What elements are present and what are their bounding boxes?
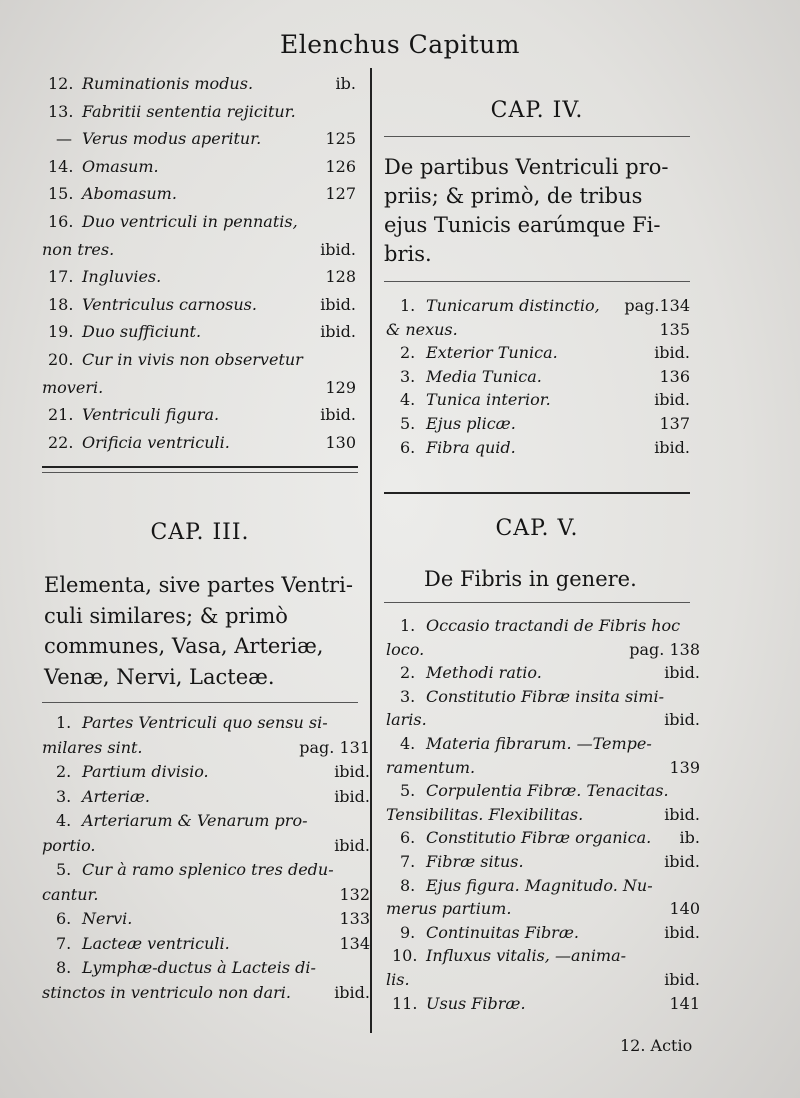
item-text: Partium divisio.	[82, 762, 209, 781]
item-text: Fibra quid.	[426, 437, 516, 457]
item-number: 10.	[392, 946, 418, 966]
item-text: Ventriculus carnosus.	[82, 294, 257, 314]
item-text: Constitutio Fibræ organica.	[426, 828, 652, 848]
item-number: 4.	[400, 734, 416, 753]
item-text: Exterior Tunica.	[426, 343, 558, 363]
item-number: 1.	[400, 296, 416, 315]
cap4-title-rule	[384, 281, 690, 282]
item-number: 3.	[56, 786, 72, 806]
item-page: 136	[659, 366, 690, 386]
item-page: 135	[659, 319, 690, 339]
item-number: 9.	[400, 922, 416, 942]
item-page: 137	[659, 414, 690, 433]
item-page: ibid.	[664, 852, 700, 871]
item-number: 12.	[48, 74, 74, 93]
title-line: communes, Vasa, Arteriæ,	[44, 634, 324, 658]
item-page: ibid.	[654, 390, 690, 410]
item-page: ib.	[335, 74, 356, 93]
item-text: Ingluvies.	[82, 267, 162, 287]
item-text: Constitutio Fibræ insita simi-	[426, 686, 664, 706]
cap3-title-rule	[42, 702, 358, 703]
item-number: 3.	[400, 366, 416, 386]
column-divider	[370, 68, 372, 1033]
item-number: 5.	[400, 414, 416, 433]
title-line: bris.	[384, 242, 432, 266]
item-page: ibid.	[664, 922, 700, 942]
catchword: 12. Actio	[620, 1036, 693, 1055]
item-number: 8.	[400, 875, 416, 895]
item-number: 17.	[48, 267, 74, 287]
item-text: Tensibilitas. Flexibilitas.	[386, 804, 584, 824]
cap4-rule	[384, 136, 690, 137]
item-number: —	[56, 129, 72, 149]
item-page: ibid.	[320, 239, 356, 259]
item-page: 132	[339, 884, 370, 904]
item-text: Abomasum.	[82, 184, 177, 204]
item-text: Lymphæ-ductus à Lacteis di-	[82, 958, 316, 977]
item-text: Cur à ramo splenico tres dedu-	[82, 860, 334, 879]
item-number: 20.	[48, 350, 74, 369]
item-page: ibid.	[664, 970, 700, 989]
item-number: 22.	[48, 432, 74, 452]
item-text: Media Tunica.	[426, 366, 542, 386]
item-text: Ventriculi figura.	[82, 405, 220, 425]
item-text: lis.	[386, 970, 410, 989]
cap5-heading: CAP. V.	[495, 516, 579, 541]
item-number: 21.	[48, 405, 74, 425]
item-number: 2.	[56, 762, 72, 781]
item-text: portio.	[42, 835, 96, 855]
item-text: Verus modus aperitur.	[82, 129, 262, 149]
item-text: stinctos in ventriculo non dari.	[42, 982, 291, 1002]
item-page: ibid.	[320, 294, 356, 314]
item-page: 126	[325, 156, 356, 176]
item-number: 13.	[48, 101, 74, 121]
item-text: Partes Ventriculi quo sensu si-	[82, 713, 328, 732]
item-number: 5.	[56, 860, 72, 879]
item-text: Fabritii sententia rejicitur.	[82, 101, 296, 121]
item-text: loco.	[386, 639, 425, 659]
title-line: priis; & primò, de tribus	[384, 184, 643, 208]
item-text: Duo sufficiunt.	[82, 322, 202, 342]
item-page: ibid.	[654, 343, 690, 363]
item-text: moveri.	[42, 377, 104, 397]
item-text: Corpulentia Fibræ. Tenacitas.	[426, 781, 669, 801]
item-page: ibid.	[654, 437, 690, 457]
item-number: 4.	[56, 811, 72, 830]
item-text: Ejus figura. Magnitudo. Nu-	[426, 875, 653, 895]
item-text: Usus Fibræ.	[426, 993, 526, 1013]
item-number: 11.	[392, 993, 418, 1013]
item-number: 18.	[48, 294, 74, 314]
item-page: pag.134	[624, 296, 690, 315]
section-rule-left	[42, 466, 358, 468]
item-text: milares sint.	[42, 737, 143, 757]
item-text: Ejus plicæ.	[426, 414, 516, 433]
item-text: Cur in vivis non observetur	[82, 350, 303, 369]
item-page: 129	[325, 377, 356, 397]
item-page: 140	[669, 899, 700, 919]
item-text: Nervi.	[82, 909, 133, 928]
item-text: cantur.	[42, 884, 99, 904]
item-text: & nexus.	[386, 319, 458, 339]
item-text: Arteriæ.	[82, 786, 150, 806]
item-text: Tunica interior.	[426, 390, 551, 410]
item-text: Occasio tractandi de Fibris hoc	[426, 616, 681, 635]
item-text: Continuitas Fibræ.	[426, 922, 579, 942]
item-page: ibid.	[334, 786, 370, 806]
cap3-heading: CAP. III.	[150, 520, 250, 545]
item-page: ibid.	[664, 710, 700, 730]
item-text: Fibræ situs.	[426, 852, 524, 871]
item-number: 15.	[48, 184, 74, 204]
item-number: 3.	[400, 686, 416, 706]
item-number: 19.	[48, 322, 74, 342]
title-line: De Fibris in genere.	[424, 567, 637, 591]
item-number: 2.	[400, 663, 416, 683]
item-text: Tunicarum distinctio,	[426, 296, 600, 315]
item-number: 14.	[48, 156, 74, 176]
item-number: 1.	[400, 616, 416, 635]
title-line: ejus Tunicis earúmque Fi-	[384, 213, 661, 237]
item-number: 6.	[56, 909, 72, 928]
item-number: 8.	[56, 958, 72, 977]
item-number: 2.	[400, 343, 416, 363]
item-page: 125	[325, 129, 356, 149]
item-text: ramentum.	[386, 757, 476, 777]
item-number: 1.	[56, 713, 72, 732]
item-page: 134	[339, 933, 370, 953]
item-page: 128	[325, 267, 356, 287]
item-page: ibid.	[320, 322, 356, 342]
item-text: Duo ventriculi in pennatis,	[82, 212, 298, 231]
page-heading: Elenchus Capitum	[279, 30, 520, 59]
item-text: Influxus vitalis, —anima-	[426, 946, 627, 966]
item-text: Materia fibrarum. —Tempe-	[426, 734, 652, 753]
item-page: 133	[339, 909, 370, 928]
item-number: 16.	[48, 212, 74, 231]
title-line: Venæ, Nervi, Lacteæ.	[44, 664, 275, 689]
item-number: 6.	[400, 437, 416, 457]
item-number: 7.	[56, 933, 72, 953]
item-text: non tres.	[42, 239, 115, 259]
title-line: Elementa, sive partes Ventri-	[44, 573, 353, 597]
item-number: 5.	[400, 781, 416, 801]
item-number: 4.	[400, 390, 416, 410]
item-text: Orificia ventriculi.	[82, 432, 230, 452]
item-page: ibid.	[334, 835, 370, 855]
item-text: laris.	[386, 710, 427, 730]
item-page: 139	[669, 757, 700, 777]
item-text: Methodi ratio.	[426, 663, 542, 683]
item-text: merus partium.	[386, 899, 512, 919]
item-page: 141	[669, 993, 700, 1013]
section-rule-left-thin	[42, 472, 358, 473]
cap5-title-rule	[384, 602, 690, 603]
title-line: De partibus Ventriculi pro-	[384, 155, 669, 179]
item-page: 130	[325, 432, 356, 452]
item-text: Lacteæ ventriculi.	[82, 933, 230, 953]
item-page: ibid.	[320, 405, 356, 425]
item-page: ib.	[679, 828, 700, 848]
item-page: ibid.	[334, 762, 370, 781]
item-text: Ruminationis modus.	[82, 74, 254, 93]
item-text: Omasum.	[82, 156, 159, 176]
item-page: 127	[325, 184, 356, 204]
item-page: ibid.	[664, 663, 700, 683]
section-rule-right	[384, 492, 690, 494]
item-page: ibid.	[664, 804, 700, 824]
item-number: 7.	[400, 852, 416, 871]
cap4-heading: CAP. IV.	[490, 98, 584, 123]
title-line: culi similares; & primò	[44, 603, 288, 628]
item-page: pag. 131	[299, 737, 370, 757]
item-page: ibid.	[334, 982, 370, 1002]
item-text: Arteriarum & Venarum pro-	[82, 811, 308, 830]
item-page: pag. 138	[629, 639, 700, 659]
item-number: 6.	[400, 828, 416, 848]
